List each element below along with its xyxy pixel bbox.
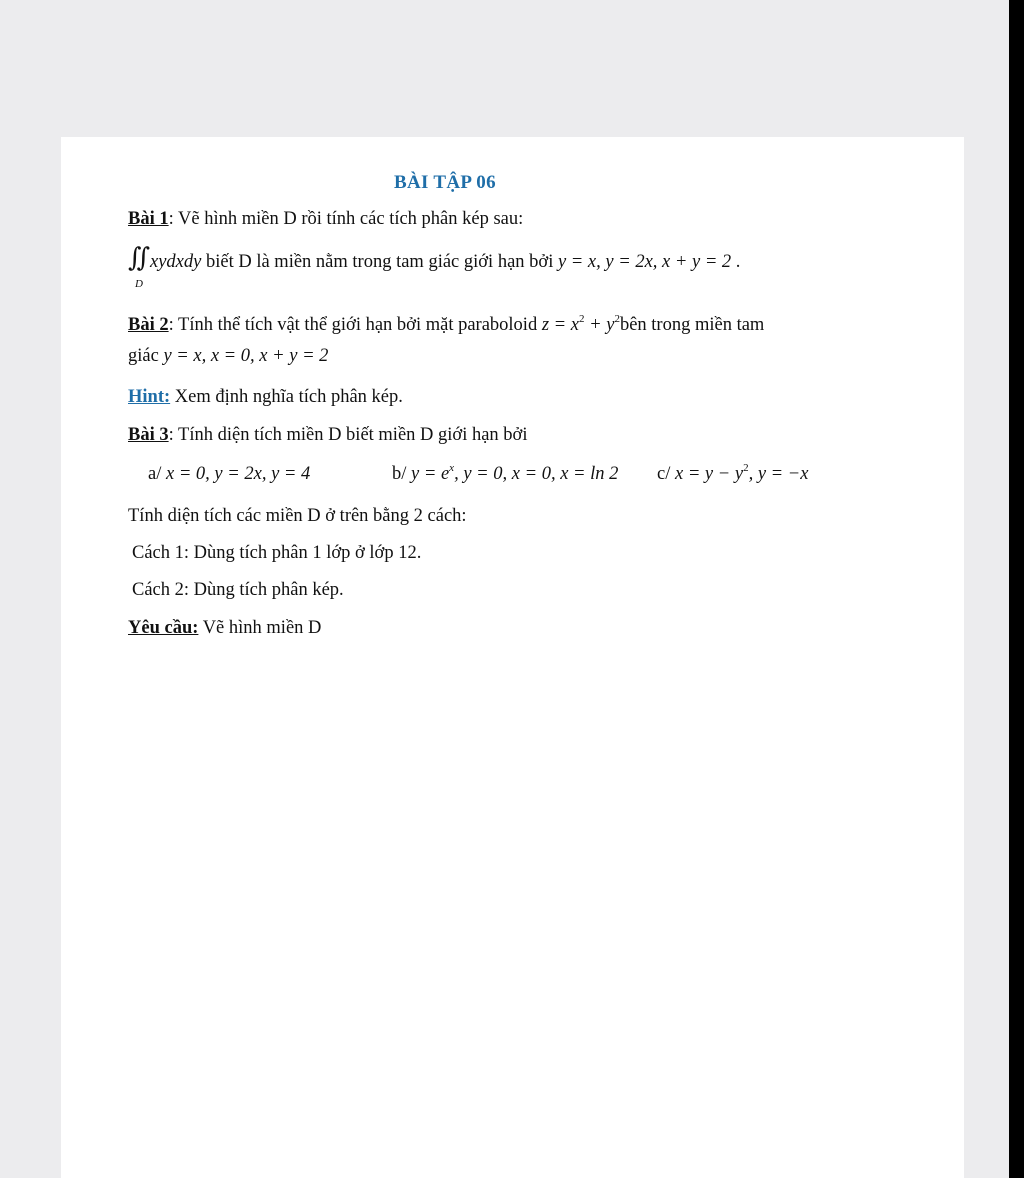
page-title: BÀI TẬP 06 bbox=[394, 172, 496, 193]
bai2-colon: : bbox=[168, 315, 174, 335]
part-b-math1: y = e bbox=[411, 464, 450, 484]
bai2-line2-math: y = x, x = 0, x + y = 2 bbox=[163, 346, 329, 366]
part-b-exp: x bbox=[449, 462, 455, 474]
requirement-line bbox=[128, 616, 321, 640]
part-b-label: b/ bbox=[392, 464, 412, 484]
bai1-condition-math: y = x, y = 2x, x + y = 2 bbox=[557, 252, 732, 272]
method-1: Cách 1: Dùng tích phân 1 lớp ở lớp 12. bbox=[132, 543, 422, 563]
bai3-part-a bbox=[148, 462, 310, 486]
surface-plus: + y bbox=[584, 315, 615, 335]
requirement-label: Yêu cầu: bbox=[128, 618, 199, 638]
part-a-math: x = 0, y = 2x, y = 4 bbox=[165, 464, 311, 484]
requirement-text: Vẽ hình miền D bbox=[198, 618, 322, 638]
part-b-math2: , y = 0, x = 0, x = ln 2 bbox=[454, 464, 619, 484]
bai3-text: Tính diện tích miền D biết miền D giới hạn bởi bbox=[173, 425, 528, 445]
bai1-colon: : bbox=[168, 209, 174, 229]
methods-intro: Tính diện tích các miền D ở trên bằng 2 cách: bbox=[128, 506, 467, 526]
hint-line bbox=[128, 385, 403, 409]
surface-z: z = x bbox=[541, 315, 579, 335]
part-c-exp: 2 bbox=[743, 462, 749, 474]
bai1-heading bbox=[128, 207, 523, 231]
bai3-colon: : bbox=[168, 425, 174, 445]
bai3-heading bbox=[128, 423, 527, 447]
bai3-label: Bài 3 bbox=[128, 425, 169, 445]
bai1-integral-line bbox=[150, 250, 740, 274]
bai1-label: Bài 1 bbox=[128, 209, 169, 229]
part-c-label: c/ bbox=[657, 464, 675, 484]
hint-text: Xem định nghĩa tích phân kép. bbox=[170, 387, 403, 407]
bai3-part-c bbox=[657, 462, 808, 486]
bai1-condition-text: biết D là miền nằm trong tam giác giới hạn bởi bbox=[201, 252, 558, 272]
bai2-text-after: bên trong miền tam bbox=[619, 315, 765, 335]
surface-exp1: 2 bbox=[578, 313, 585, 325]
integrand: xydxdy bbox=[150, 252, 202, 272]
bai2-text-before: Tính thể tích vật thể giới hạn bởi mặt paraboloid bbox=[173, 315, 542, 335]
bai2-line2 bbox=[128, 344, 328, 368]
integral-domain: D bbox=[135, 278, 143, 290]
part-c-math1: x = y − y bbox=[674, 464, 744, 484]
document-page bbox=[61, 137, 964, 1178]
bai2-label: Bài 2 bbox=[128, 315, 169, 335]
method-2: Cách 2: Dùng tích phân kép. bbox=[132, 580, 344, 600]
bai2-line2-text: giác bbox=[128, 346, 164, 366]
bai3-part-b bbox=[392, 462, 618, 486]
part-a-label: a/ bbox=[148, 464, 166, 484]
surface-exp2: 2 bbox=[614, 313, 620, 325]
bai2-line1 bbox=[128, 313, 764, 337]
hint-label: Hint: bbox=[128, 387, 171, 407]
part-c-math2: , y = −x bbox=[748, 464, 809, 484]
double-integral-sign: ∬ bbox=[128, 243, 144, 273]
bai1-end: . bbox=[731, 252, 741, 272]
bai1-text: Vẽ hình miền D rồi tính các tích phân kép sau: bbox=[173, 209, 524, 229]
